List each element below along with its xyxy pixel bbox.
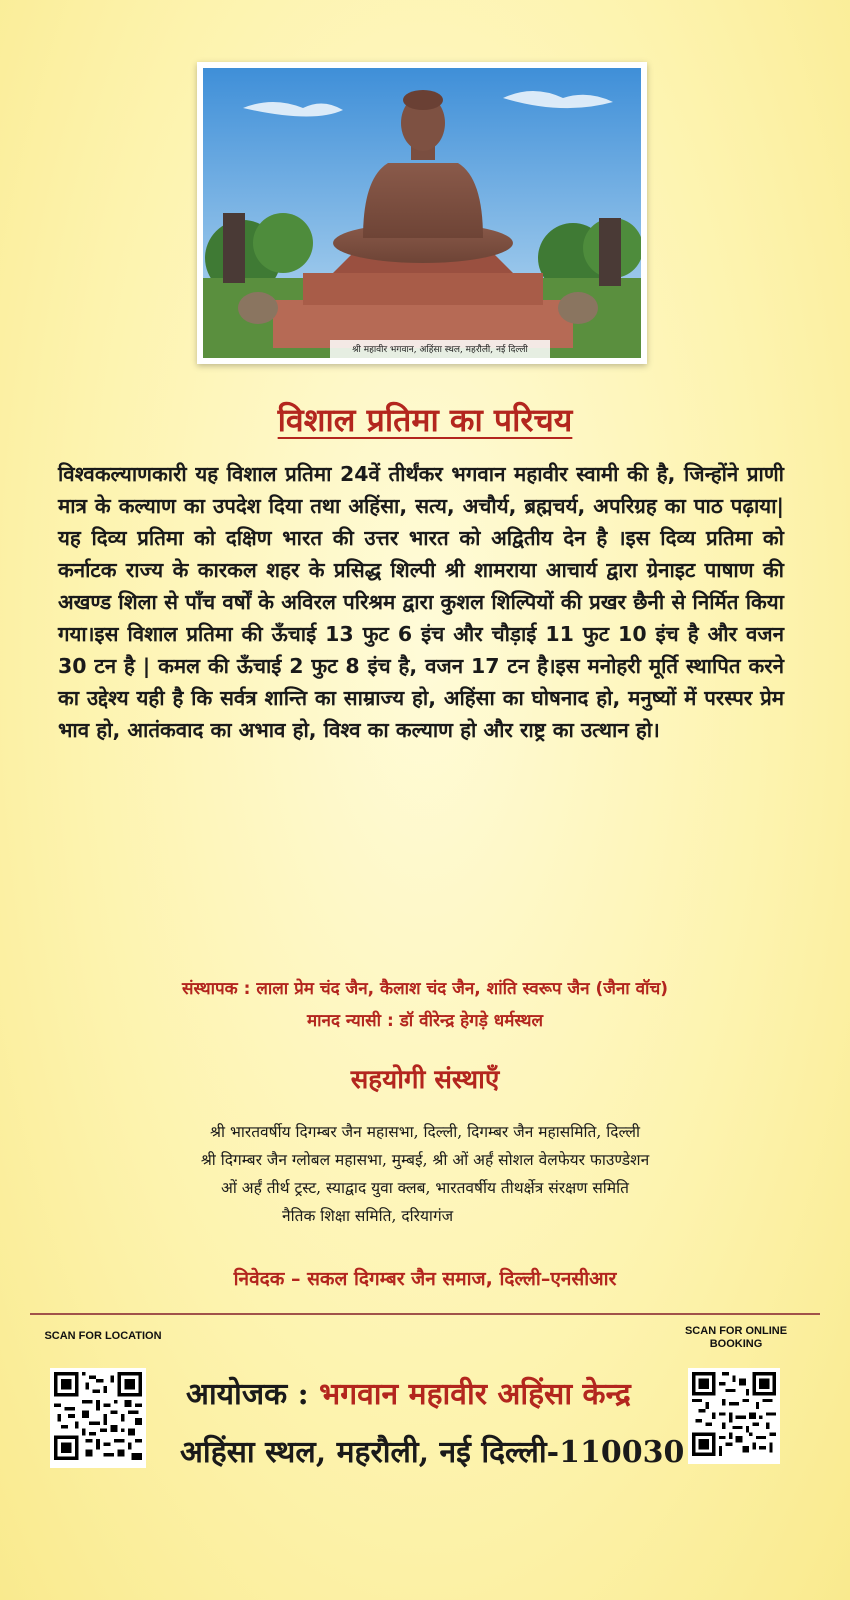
partner-line: ओं अर्हं तीर्थ ट्रस्ट, स्याद्वाद युवा क्लब, भारतवर्षीय तीथर्क्षेत्र संरक्षण समिति xyxy=(221,1179,629,1197)
appeal-line: निवेदक – सकल दिगम्बर जैन समाज, दिल्ली–एनसीआर xyxy=(233,1268,617,1290)
organizer-address: अहिंसा स्थल, महरौली, नई दिल्ली-110030 xyxy=(180,1435,685,1470)
qr-booking-code[interactable] xyxy=(688,1368,780,1464)
qr-code-icon xyxy=(54,1372,142,1460)
page-title: विशाल प्रतिमा का परिचय xyxy=(277,401,573,439)
partner-line: नैतिक शिक्षा समिति, दरियागंज xyxy=(282,1207,454,1225)
qr-location-code[interactable] xyxy=(50,1368,146,1468)
qr-location-label: SCAN FOR LOCATION xyxy=(44,1330,162,1342)
organizer-name: भगवान महावीर अहिंसा केन्द्र xyxy=(319,1377,631,1412)
trustee-line: मानद न्यासी : डॉ वीरेन्द्र हेगड़े धर्मस्थल xyxy=(306,1011,544,1031)
statue-photo xyxy=(203,68,641,358)
partner-line: श्री दिगम्बर जैन ग्लोबल महासभा, मुम्बई, श्री ओं अर्हं सोशल वेलफेयर फाउण्डेशन xyxy=(200,1151,650,1169)
partner-line: श्री भारतवर्षीय दिगम्बर जैन महासभा, दिल्ली, दिगम्बर जैन महासमिति, दिल्ली xyxy=(210,1123,640,1141)
organizer-line xyxy=(186,1372,631,1413)
partners-heading: सहयोगी संस्थाएँ xyxy=(350,1065,500,1095)
partners-list xyxy=(0,1118,850,1230)
organizer-label: आयोजक : xyxy=(186,1377,309,1412)
qr-booking-label: SCAN FOR ONLINE BOOKING xyxy=(684,1325,788,1350)
qr-code-icon xyxy=(692,1372,776,1456)
photo-caption: श्री महावीर भगवान, अहिंसा स्थल, महरौली, नई दिल्ली xyxy=(330,340,550,360)
divider xyxy=(30,1313,820,1315)
statue-photo-frame xyxy=(197,62,647,364)
founders-line: संस्थापक : लाला प्रेम चंद जैन, कैलाश चंद जैन, शांति स्वरूप जैन (जैना वॉच) xyxy=(181,979,669,999)
intro-paragraph: विश्वकल्याणकारी यह विशाल प्रतिमा 24वें तीर्थंकर भगवान महावीर स्वामी की है, जिन्होंने प्राणी मात्र के कल्याण का उपदेश दिया तथा अहिंसा, सत्य, अचौर्य, ब्रह्मचर्य, अपरिग्रह का पाठ पढ़ाया| यह दिव्य प्रतिमा को दक्षिण भारत की उत्तर भारत को अद्वितीय देन है ।इस दिव्य प्रतिमा को कर्नाटक राज्य के कारकल शहर के प्रसिद्ध शिल्पी श्री शामराया आचार्य द्वारा ग्रेनाइट पाषाण की अखण्ड शिला से पाँच वर्षों के अविरल परिश्रम द्वारा कुशल शिल्पियों की प्रखर छैनी से निर्मित किया गया।इस विशाल प्रतिमा की ऊँचाई 13 फुट 6 इंच और चौड़ाई 11 फुट 10 इंच है और वजन 30 टन है | कमल की ऊँचाई 2 फुट 8 इंच है, वजन 17 टन है।इस मनोहरी मूर्ति स्थापित करने का उद्देश्य यही है कि सर्वत्र शान्ति का साम्राज्य हो, अहिंसा का घोषनाद हो, मनुष्यों में परस्पर प्रेम भाव हो, आतंकवाद का अभाव हो, विश्व का कल्याण हो और राष्ट्र का उत्थान हो। xyxy=(58,462,784,742)
